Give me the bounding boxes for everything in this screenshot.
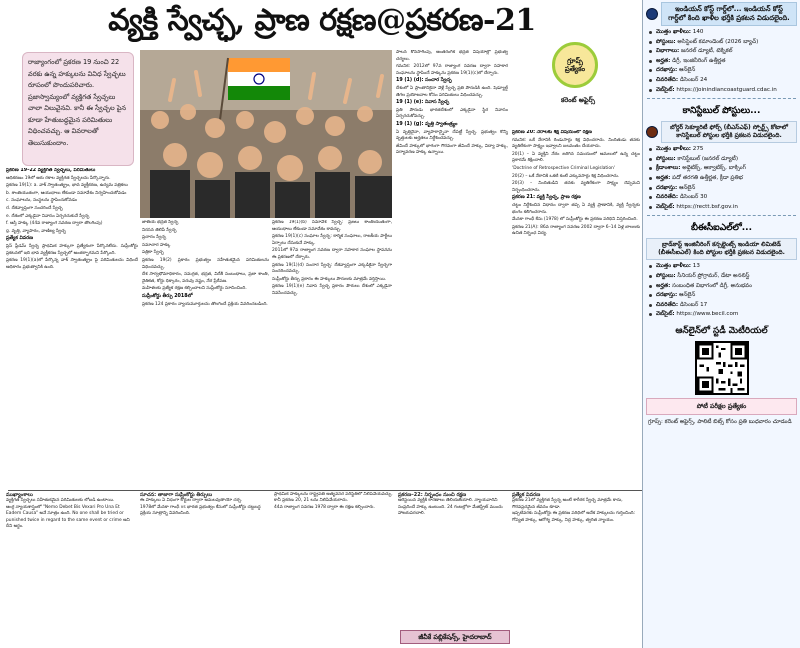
- bottom-para: ప్రకరణ 21లో వ్యక్తిగత స్వేచ్ఛ అంటే శారీరక స్వేచ్ఛ మాత్రమే కాదు, గౌరవప్రదమైన జీవనం కూడా.: [512, 498, 623, 510]
- col-b-para: పత్రికా స్వేచ్ఛ: [142, 250, 164, 256]
- job2-item: [649, 155, 795, 165]
- job2-list: [649, 145, 795, 212]
- job1-head: ఇండియన్ కోస్ట్ గార్డ్‌లో... ఇండియన్ కోస్ట్ గార్డ్‌లో కింది ఖాళీల భర్తీకి ప్రకటన విడుదలైంది.: [661, 2, 797, 26]
- item-value: అసిస్టెంట్ కమాండెంట్ (2026 బ్యాచ్): [675, 38, 759, 45]
- col-c-para: ప్రకరణ 19(1)(b) సమావేశ స్వేచ్ఛ: ప్రజలు శాంతియుతంగా, ఆయుధాలు లేకుండా సమావేశం కావచ్చు.: [272, 220, 392, 232]
- col-a-para: b. శాంతియుతంగా, ఆయుధాలు లేకుండా సమావేశం నిర్వహించుకోవడం: [6, 190, 127, 196]
- col-d-para: గమనిక: 2012లో 97వ రాజ్యాంగ సవరణ ద్వారా సహకార సంఘాలను స్థాపించే హక్కును ప్రకరణ 19(1)(c)లో చేర్చారు.: [396, 64, 508, 76]
- coast-guard-emblem-icon: [646, 8, 658, 20]
- item-key: పోస్టులు:: [656, 272, 676, 279]
- col-b-para: సుప్రీంకోర్టు తీర్పు 2018లో: [142, 293, 193, 299]
- job3-list: [649, 262, 795, 320]
- job2-item: [649, 174, 795, 184]
- col-e-para: 20(2) – ఒకే నేరానికి ఒకటి కంటే ఎక్కువసార్లు శిక్ష విధించరాదు.: [512, 173, 620, 179]
- bsf-header: [646, 121, 797, 143]
- bottom-column-1: [6, 492, 136, 642]
- col-b-para: మహిళలకు ప్రత్యేక రక్షణ కల్పించాలని సుప్రీంకోర్టు సూచించింది.: [142, 286, 247, 292]
- job2-item: [649, 164, 795, 174]
- badge-line2: ప్రత్యేకం: [564, 65, 586, 73]
- item-key: వెబ్‌సైట్:: [656, 311, 675, 318]
- col-d-para: ఏ వృత్తినైనా, వ్యాపారాన్నైనా చేపట్టే స్వేచ్ఛ. ప్రభుత్వం కొన్ని వృత్తులకు అర్హతలు నిర్దేశించవచ్చు.: [396, 129, 508, 142]
- bottom-para: ఈ హక్కులు ఏ విధంగా కోర్టుల ద్వారా అమలవుతాయో చర్చ.: [140, 498, 243, 504]
- col-d-para: ప్రతి పౌరుడు భారతదేశంలో ఎక్కడైనా స్థిర నివాసం ఏర్పరచుకోవచ్చు.: [396, 107, 508, 120]
- col-a-para: g. వృత్తి, వ్యాపారం, వాణిజ్య స్వేచ్ఛ: [6, 228, 66, 234]
- item-value: డిసెంబర్ 30: [678, 194, 708, 201]
- job2-item: [649, 145, 795, 155]
- item-key: మొత్తం ఖాళీలు:: [656, 263, 691, 270]
- item-value: https://joinindiancoastguard.cdac.in: [674, 86, 777, 93]
- item-key: క్రీడాంశాలు:: [656, 165, 681, 172]
- item-key: వెబ్‌సైట్:: [656, 86, 675, 93]
- bottom-para: ప్రకరణ–22: నిర్బంధం నుంచి రక్షణ: [398, 492, 467, 498]
- item-value: సీనియర్ ప్రోగ్రామర్, డేటా అనలిస్ట్: [675, 272, 750, 279]
- item-key: చివరితేది:: [656, 301, 679, 308]
- item-value: ఆన్‌లైన్: [677, 67, 696, 74]
- column-c: [272, 220, 392, 490]
- job1-item: [649, 38, 795, 48]
- col-b-para: జాతీయ భద్రత స్వేచ్ఛ: [142, 220, 179, 225]
- col-a-para: ప్రెస్ ఫ్రీడమ్ స్వేచ్ఛ ప్రాథమిక హక్కుగా ప్రత్యేకంగా పేర్కొనలేదు. సుప్రీంకోర్టు ప్రకటనలో ఇది భావ వ్యక్తీకరణ స్వేచ్ఛలో అంతర్భాగమని పేర్కొంది.: [6, 243, 138, 256]
- job3-item: [649, 262, 795, 272]
- badge-line1: గ్రూప్స్: [567, 57, 583, 65]
- publisher-credit: జీవీకే పబ్లికేషన్స్, హైదరాబాద్: [400, 630, 510, 644]
- bottom-para: ఆంగ్ల న్యాయశాస్త్రంలో "Nemo Debet Bis Vexari Pro Una Et Eadem Causa" అనే సూత్రం ఉంది. No one shall be tried or punished twice in regard to the same event or crime అని దీని అర్థం.: [6, 504, 130, 530]
- job1-item: [649, 66, 795, 76]
- col-b-para: సమాచార హక్కు: [142, 242, 171, 248]
- item-key: దరఖాస్తు:: [656, 292, 678, 299]
- col-c-para: ప్రకరణ 19(1)(d) సంచార స్వేచ్ఛ: దేశవ్యాప్తంగా ఎక్కడికైనా స్వేచ్ఛగా సంచరించవచ్చు.: [272, 262, 392, 275]
- col-c-para: 2011లో 97వ రాజ్యాంగ సవరణ ద్వారా సహకార సంఘాల స్థాపనను ఈ ప్రకరణలో చేర్చారు.: [272, 248, 392, 260]
- col-e-para: 'Doctrine of Retrospective Criminal Legislation': [512, 165, 616, 171]
- col-e-para: గమనిక: ఒకే నేరానికి రెండుసార్లు శిక్ష విధించరాదు. నిందితుడు తనకు వ్యతిరేకంగా సాక్ష్యం ఇవ్వాలని బలవంతం చేయరాదు.: [512, 137, 640, 150]
- bottom-para: ఇప్పటివరకు సుప్రీంకోర్టు ఈ ప్రకరణ పరిధిలో అనేక హక్కులను గుర్తించింది: గోప్యత హక్కు, ఆరోగ్య హక్కు, నిద్ర హక్కు, త్వరిత న్యాయం.: [512, 511, 636, 523]
- groups-special-badge: [552, 42, 598, 88]
- col-e-para: చట్టం నిర్దేశించిన విధానం ద్వారా తప్ప ఏ వ్యక్తి ప్రాణానికి, వ్యక్తి స్వేచ్ఛకు భంగం కలిగించరాదు.: [512, 202, 640, 215]
- col-c-para: సుప్రీంకోర్టు తీర్పు ప్రకారం ఈ హక్కులు పౌరులకు మాత్రమే వర్తిస్తాయి.: [272, 276, 387, 282]
- bottom-para: ప్రత్యేక వివరణ: [512, 492, 541, 498]
- job3-head: బ్రాడ్‌కాస్ట్ ఇంజినీరింగ్ కన్సల్టెంట్స్ ఇండియా లిమిటెడ్ (బీఈసీఐఎల్) కింది పోస్టుల భర్తీకి ప్రకటన విడుదలైంది.: [646, 238, 797, 260]
- item-key: మొత్తం ఖాళీలు:: [656, 146, 691, 153]
- col-c-para: ప్రకరణ 19(1)(c) సంఘాల స్వేచ్ఛ: కార్మిక సంఘాలు, రాజకీయ పార్టీలు ఏర్పాటు చేసుకునే హక్కు.: [272, 234, 392, 246]
- col-d-para: దేశంలో ఏ ప్రాంతానికైనా వెళ్లే స్వేచ్ఛ ప్రతి పౌరుడికి ఉంది. షెడ్యూల్డ్ తెగల ప్రయోజనాల కోసం పరిమితులు విధించవచ్చు.: [396, 85, 508, 98]
- bottom-para: సూచన: తాజాగా సుప్రీంకోర్టు తీర్పులు: [140, 492, 213, 498]
- sidebar-footnote: గ్రూప్స్: కరెంట్ అఫైర్స్, పాలిటీ బిట్స్ కోసం ప్రతి బుధవారం చూడండి: [648, 418, 792, 425]
- badge-author: కరెంట్ అఫైర్స్: [560, 96, 595, 104]
- col-d-para: 19 (1) (g): వృత్తి స్వాతంత్ర్యం: [396, 121, 458, 127]
- item-value: డిసెంబర్ 17: [678, 301, 708, 308]
- item-value: https://rectt.bsf.gov.in: [674, 203, 738, 210]
- item-value: డిగ్రీ, ఇంజినీరింగ్ ఉత్తీర్ణత: [670, 57, 726, 64]
- col-e-para: 20(3) – నిందితుడిని తనకు వ్యతిరేకంగా సాక్ష్యం చెప్పమని నిర్బంధించరాదు.: [512, 181, 640, 193]
- online-material-title: ఆన్‌లైన్‌లో స్టడీ మెటీరియల్: [675, 325, 768, 336]
- job1-item: [649, 86, 795, 96]
- col-c-para: ప్రకరణ 19(1)(e) నివాస స్వేచ్ఛ ప్రకారం పౌరులు దేశంలో ఎక్కడైనా నివసించవచ్చు.: [272, 284, 392, 296]
- item-value: 275: [691, 146, 704, 153]
- col-a-para: e. దేశంలో ఎక్కడైనా నివాసం ఏర్పరచుకునే స్వేచ్ఛ: [6, 213, 90, 219]
- job3-title: బీఈసీఐఎల్‌లో...: [690, 223, 753, 234]
- job2-title: కానిస్టేబుల్ పోస్టులు...: [682, 106, 761, 117]
- item-value: 140: [691, 29, 704, 35]
- job1-item: [649, 76, 795, 86]
- bsf-emblem-icon: [646, 126, 658, 138]
- intro-box: రాజ్యాంగంలో ప్రకరణ 19 నుంచి 22 వరకు ఉన్న హక్కులను వివిధ స్వేచ్ఛలు రూపంలో పొందుపరిచారు. ప్రజాస్వామ్యంలో వ్యక్తిగత స్వేచ్ఛలు చాలా విలువైనవి. కానీ ఈ స్వేచ్ఛల పైన కూడా హేతుబద్ధమైన పరిమితులు విధించవచ్చు. ఆ వివరాలతో తెలుసుకుందాం.: [22, 52, 134, 166]
- item-key: వెబ్‌సైట్:: [656, 203, 675, 210]
- col-d-para: 19 (1) (e): నివాస స్వేచ్ఛ: [396, 100, 450, 106]
- item-value: డిసెంబర్ 24: [678, 76, 708, 83]
- job3-item: [649, 310, 795, 320]
- item-key: అర్హత:: [656, 57, 671, 64]
- item-value: ఆన్‌లైన్: [677, 184, 696, 191]
- col-e-para: ప్రకరణ 21: వ్యక్తి స్వేచ్ఛ, ప్రాణ రక్షణ: [512, 195, 581, 201]
- col-e-para: ప్రకరణ 21(A): 86వ రాజ్యాంగ సవరణ 2002 ద్వారా 6–14 ఏళ్ల బాలలకు ఉచిత నిర్బంధ విద్య.: [512, 224, 640, 237]
- qr-code-icon[interactable]: [695, 341, 749, 395]
- col-d-para: జీవించే హక్కులో భాగంగా గౌరవంగా జీవించే హక్కు, విద్యా హక్కు, పర్యావరణ హక్కు ఉన్నాయి.: [396, 143, 508, 156]
- bottom-para: ముఖ్యాంశాలు: [6, 492, 33, 498]
- sidebar-separator: [647, 98, 796, 99]
- item-key: విభాగాలు:: [656, 48, 680, 55]
- col-a-para: ప్రత్యేక వివరణ: [6, 236, 34, 242]
- coast-guard-header: [646, 2, 797, 26]
- job2-item: [649, 193, 795, 203]
- job3-item: [649, 282, 795, 292]
- item-value: జనరల్ డ్యూటీ, టెక్నికల్: [679, 48, 733, 55]
- bottom-column-3: [274, 492, 394, 642]
- item-value: https://www.becil.com: [674, 311, 739, 318]
- bottom-column-5: [512, 492, 640, 642]
- competitive-exams-banner: పోటీ పరీక్షల ప్రత్యేకం: [646, 398, 797, 415]
- crowd-photo: [140, 50, 392, 218]
- col-d-para: 19 (1) (d): సంచార స్వేచ్ఛ: [396, 78, 452, 84]
- section-divider: [8, 490, 642, 491]
- col-b-para: నిరసన తెలిపే స్వేచ్ఛ: [142, 227, 177, 233]
- column-e: [512, 130, 640, 490]
- job1-item: [649, 47, 795, 57]
- col-a-para: c. సంఘాలను, సంస్థలను స్థాపించుకోవడం: [6, 198, 77, 204]
- col-b-para: ప్రకరణ 124 ప్రకారం న్యాయమూర్తులను తొలగించే ప్రక్రియ వివరించబడింది.: [142, 301, 268, 307]
- jobs-sidebar: [642, 0, 800, 648]
- job3-item: [649, 301, 795, 311]
- item-key: దరఖాస్తు:: [656, 67, 678, 74]
- bottom-column-4: [398, 492, 510, 642]
- col-d-para: పాలన కొనసాగింపు, ఆంతరంగిక భద్రత విషయాల్లో ప్రభుత్వ చర్యలు.: [396, 50, 508, 62]
- bottom-para: వ్యక్తిగత స్వేచ్ఛలు సహేతుకమైన పరిమితులకు లోబడి ఉంటాయి.: [6, 498, 115, 504]
- item-key: చివరితేది:: [656, 76, 679, 83]
- item-key: చివరితేది:: [656, 194, 679, 201]
- item-value: 13: [691, 263, 700, 270]
- job2-item: [649, 203, 795, 213]
- sidebar-separator: [647, 215, 796, 216]
- column-b: [142, 220, 269, 490]
- bottom-column-2: [140, 492, 270, 642]
- col-a-para: f. ఆస్తి హక్కు (44వ రాజ్యాంగ సవరణ ద్వారా తొలగింపు): [6, 221, 103, 227]
- job1-item: [649, 28, 795, 38]
- item-key: పోస్టులు:: [656, 155, 676, 162]
- item-key: అర్హత:: [656, 282, 671, 289]
- job1-item: [649, 57, 795, 67]
- item-value: పదో తరగతి ఉత్తీర్ణత, క్రీడా ప్రతిభ: [670, 174, 743, 181]
- crowd-illustration: [140, 50, 392, 218]
- col-a-para: ఆధికరణం 19లో ఆరు రకాల వ్యక్తిగత స్వేచ్ఛలను పేర్కొన్నారు.: [6, 175, 111, 181]
- col-a-para: ప్రకరణ 19–22 వ్యక్తిగత స్వేచ్ఛలు, పరిమితులు: [6, 168, 96, 173]
- col-e-para: మేనకా గాంధీ కేసు (1978) లో సుప్రీంకోర్టు ఈ ప్రకరణ పరిధిని విస్తరించింది.: [512, 217, 638, 223]
- col-a-para: ప్రకరణ 19(1)(a)లో పేర్కొన్న వాక్ స్వాతంత్య్రం పై పరిమితులను విధించే అధికారం ప్రభుత్వానికి ఉంది.: [6, 258, 138, 270]
- job3-item: [649, 291, 795, 301]
- col-e-para: ప్రకరణ 20: నేరాలకు శిక్ష విషయంలో రక్షణ: [512, 130, 592, 135]
- bottom-para: అరెస్టయిన వ్యక్తికి కారణాలు తెలియజేయాలి. న్యాయవాదిని సంప్రదించే హక్కు ఉంటుంది. 24 గంటల్లోగా మేజిస్ట్రేట్ ముందు హాజరుపరచాలి.: [398, 498, 503, 517]
- bottom-para: ప్రాథమిక హక్కులను రాష్ట్రపతి అత్యవసర పరిస్థితిలో నిలిపివేయవచ్చు. కానీ ప్రకరణ 20, 21 లను నిలిపివేయరాదు.: [274, 492, 393, 504]
- job3-item: [649, 272, 795, 282]
- bottom-para: 1978లో మేనకా గాంధీ vs భారత ప్రభుత్వం కేసులో సుప్రీంకోర్టు చట్టబద్ధ ప్రక్రియ సూత్రాన్ని వివరించింది.: [140, 504, 261, 517]
- item-value: కానిస్టేబుల్ (జనరల్ డ్యూటీ): [675, 155, 739, 162]
- bottom-para: 44వ రాజ్యాంగ సవరణ 1978 ద్వారా ఈ రక్షణ కల్పించారు.: [274, 504, 375, 510]
- item-key: అర్హత:: [656, 174, 671, 181]
- qr-pattern: [697, 343, 747, 393]
- col-a-para: ప్రకరణ 19(1): a. వాక్ స్వాతంత్య్రం, భావ వ్యక్తీకరణ, ఉద్యమ పత్రికలు: [6, 183, 128, 189]
- col-b-para: దేశ సార్వభౌమాధికారం, సమగ్రత, భద్రత, విదేశీ సంబంధాలు, ప్రజా శాంతి, నైతికత, కోర్టు ధిక్కారం, పరువు నష్టం, నేర ప్రేరేపణ.: [142, 272, 269, 284]
- item-key: మొత్తం ఖాళీలు:: [656, 29, 691, 35]
- item-value: ఆన్‌లైన్: [677, 292, 696, 299]
- job1-list: [649, 28, 795, 95]
- item-key: పోస్టులు:: [656, 38, 676, 45]
- item-value: అథ్లెటిక్స్, ఆక్వాటిక్స్, బాక్సింగ్: [680, 165, 746, 172]
- item-value: సంబంధిత విభాగంలో డిగ్రీ, అనుభవం: [670, 282, 752, 289]
- col-e-para: 20(1) – ఏ వ్యక్తిని నేరం జరిగిన సమయంలో అమలులో ఉన్న చట్టం ప్రకారమే శిక్షించాలి.: [512, 151, 640, 164]
- headline: వ్యక్తి స్వేచ్ఛ, ప్రాణ రక్షణ@ప్రకరణ-21: [108, 3, 536, 38]
- item-key: దరఖాస్తు:: [656, 184, 678, 191]
- col-a-para: d. దేశవ్యాప్తంగా సంచరించే స్వేచ్ఛ: [6, 205, 63, 211]
- col-b-para: ప్రకరణ 19(2) ప్రకారం ప్రభుత్వం సహేతుకమైన పరిమితులను విధించవచ్చు.: [142, 257, 269, 270]
- col-b-para: ప్రచారం స్వేచ్ఛ: [142, 235, 167, 241]
- column-d: [396, 50, 508, 490]
- column-a: [6, 168, 138, 488]
- job2-item: [649, 184, 795, 194]
- job2-head: బోర్డర్ సెక్యూరిటీ ఫోర్స్ (బీఎస్‌ఎఫ్) స్పోర్ట్స్ కోటాలో కానిస్టేబుల్ పోస్టుల భర్తీకి ప్రకటన విడుదలైంది.: [661, 121, 797, 143]
